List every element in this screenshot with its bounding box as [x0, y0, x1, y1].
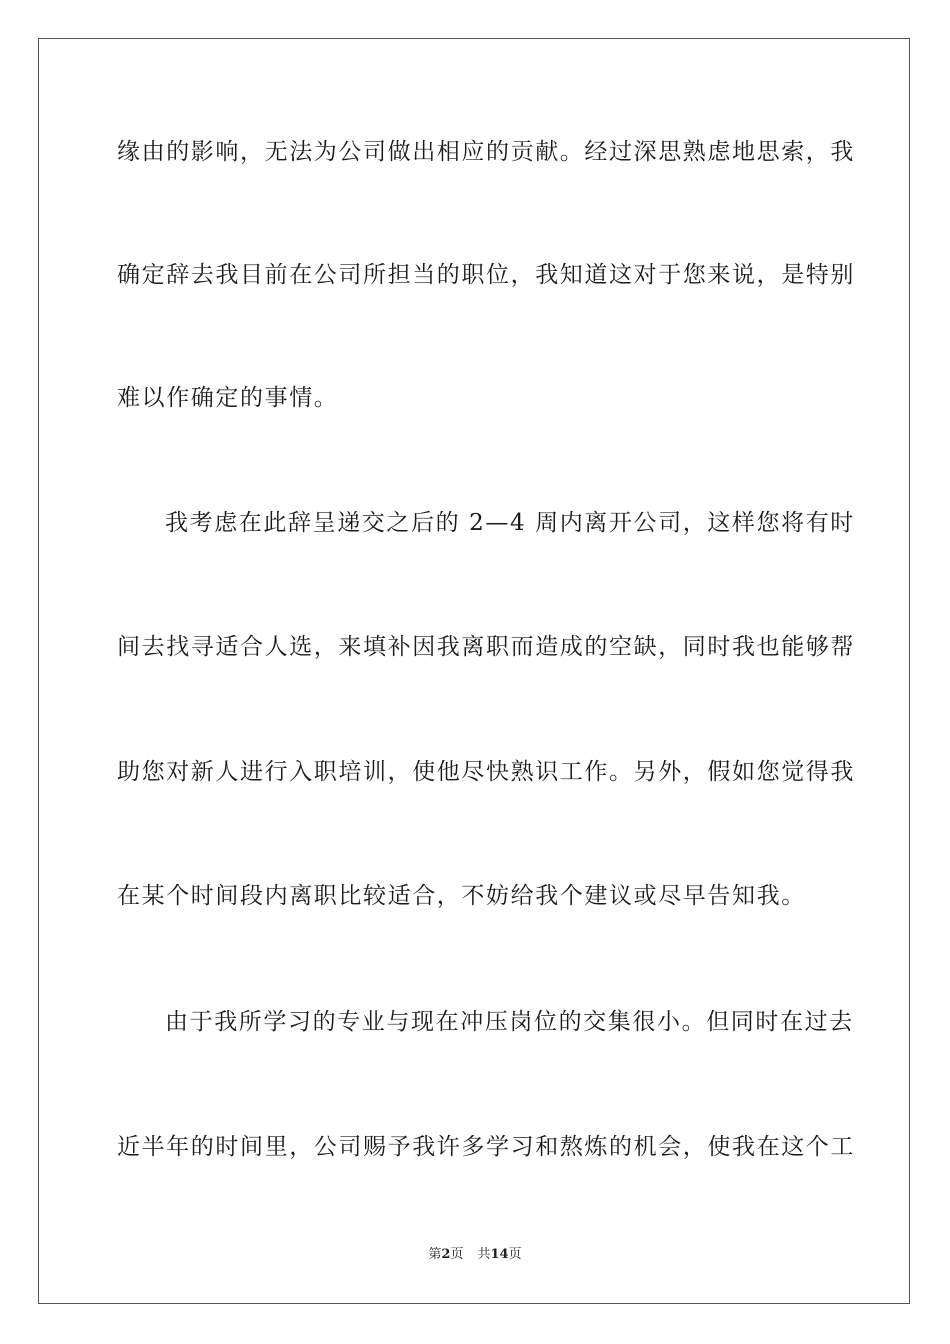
- text-line: 确定辞去我目前在公司所担当的职位，我知道这对于您来说，是特别: [117, 262, 855, 288]
- paragraph-start-line: 由于我所学习的专业与现在冲压岗位的交集很小。但同时在过去: [165, 1009, 854, 1035]
- total-pages: 14: [490, 1247, 509, 1262]
- text-line: 在某个时间段内离职比较适合，不妨给我个建议或尽早告知我。: [117, 883, 806, 909]
- page-number: 2: [441, 1247, 451, 1262]
- page-prefix: 第: [428, 1247, 442, 1262]
- total-prefix: 共: [477, 1247, 491, 1262]
- text-line: 间去找寻适合人选，来填补因我离职而造成的空缺，同时我也能够帮: [117, 634, 855, 660]
- page-footer: [0, 1246, 950, 1264]
- page-suffix: 页: [450, 1247, 464, 1262]
- text-line: 近半年的时间里，公司赐予我许多学习和熬炼的机会，使我在这个工: [117, 1134, 855, 1160]
- text-line: 缘由的影响，无法为公司做出相应的贡献。经过深思熟虑地思索，我: [117, 139, 855, 165]
- text-line: 难以作确定的事情。: [117, 385, 339, 411]
- total-suffix: 页: [508, 1247, 522, 1262]
- paragraph-start-line: 我考虑在此辞呈递交之后的 2—4 周内离开公司，这样您将有时: [165, 510, 855, 536]
- page-border: [38, 38, 910, 1304]
- text-line: 助您对新人进行入职培训，使他尽快熟识工作。另外，假如您觉得我: [117, 759, 855, 785]
